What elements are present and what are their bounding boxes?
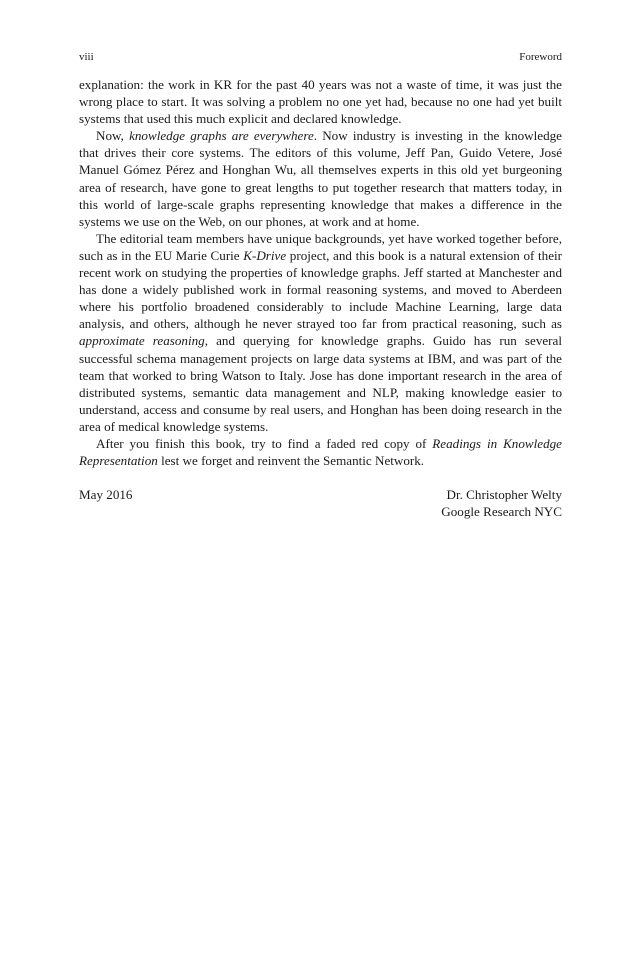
paragraph-3-emphasis-kdrive: K-Drive — [243, 247, 287, 263]
paragraph-1: explanation: the work in KR for the past 40 years was not a waste of time, it was just the wrong place to start. It was solving a problem no one yet had, because no one had yet built systems that used this much explicit and declared knowledge. — [79, 77, 562, 127]
paragraph-3 — [79, 230, 562, 435]
signature-author: Dr. Christopher Welty — [446, 487, 562, 503]
signature-affiliation: Google Research NYC — [441, 504, 562, 520]
paragraph-2-rest: . Now industry is investing in the knowledge that drives their core systems. The editors of this volume, Jeff Pan, Guido Vetere, José Manuel Gómez Pérez and Honghan Wu, all themselves experts in this old yet burgeoning area of research, have gone to great lengths to put together research that matters today, in this world of large-scale graphs representing knowledge that makes a difference in the systems we use on the Web, on our phones, at work and at home. — [79, 128, 562, 229]
foreword-body — [79, 76, 562, 469]
running-head — [79, 50, 562, 64]
page — [79, 50, 562, 520]
paragraph-3-emphasis-reasoning: approximate reasoning — [79, 333, 205, 349]
page-number: viii — [79, 51, 94, 63]
paragraph-2-emphasis: knowledge graphs are everywhere — [129, 128, 314, 144]
paragraph-4-rest: lest we forget and reinvent the Semantic Network. — [157, 453, 425, 469]
paragraph-4-book-title: Readings in Knowledge Representation — [79, 435, 562, 469]
paragraph-2 — [79, 127, 562, 230]
paragraph-3-rest: , and querying for knowledge graphs. Guido has run several successful schema management projects on large data systems at IBM, and was part of the team that worked to bring Watson to Italy. Jose has done important research in the area of distributed systems, semantic data management and NLP, making knowledge easier to understand, access and consume by real users, and Honghan has been doing research in the area of medical knowledge systems. — [79, 333, 562, 434]
signature-block — [79, 486, 562, 520]
signature-date: May 2016 — [79, 487, 133, 503]
section-title: Foreword — [519, 51, 562, 63]
paragraph-3-lead: The editorial team members have unique backgrounds, yet have worked together before, such as in the EU Marie Curie — [79, 230, 562, 263]
paragraph-4-lead: After you finish this book, try to find a faded red copy of — [96, 435, 433, 451]
signature-author-block — [441, 486, 562, 520]
paragraph-4 — [79, 435, 562, 469]
paragraph-2-lead: Now, — [96, 128, 130, 144]
paragraph-3-middle: project, and this book is a natural extension of their recent work on studying the properties of knowledge graphs. Jeff started at Manchester and has done a widely published work in formal reasoning systems, and moved to Aberdeen where his portfolio broadened considerably to include Machine Learning, large data analysis, and others, although he never strayed too far from practical reasoning, such as — [79, 247, 563, 332]
